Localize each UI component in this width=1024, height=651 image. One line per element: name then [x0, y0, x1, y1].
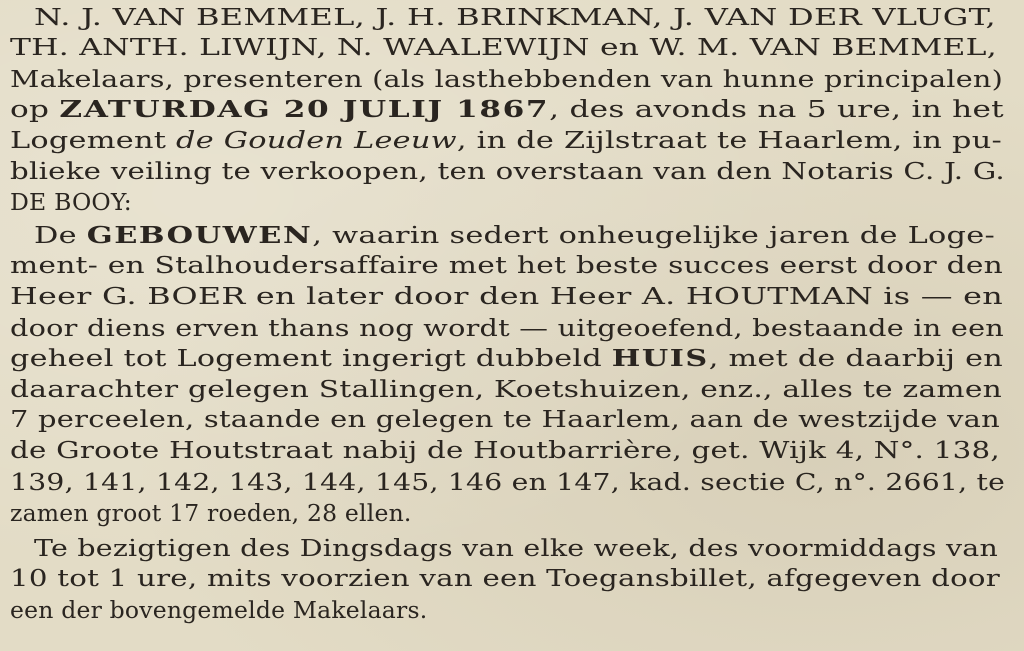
body-text: TH. ANTH. LIWIJN, N. WAALEWIJN en W. M. VAN BEMMEL, [10, 33, 998, 61]
text-line-content [10, 125, 1002, 155]
bold-text: GEBOUWEN [86, 221, 313, 249]
text-line-content [10, 595, 427, 625]
text-line [10, 125, 1002, 155]
text-line [10, 374, 1002, 404]
body-text: , in de Zijlstraat te Haarlem, in pu- [456, 126, 1002, 154]
text-line-content [10, 156, 1005, 186]
body-text: , met de daarbij en [708, 344, 1003, 372]
body-text: Heer G. BOER en later door den Heer A. HOUTMAN is — en [10, 282, 1003, 310]
text-line-content [34, 220, 995, 250]
text-line [10, 563, 1000, 593]
text-line [10, 281, 1003, 311]
text-line [10, 156, 1005, 186]
text-line-content [10, 435, 1000, 465]
text-line-content [10, 313, 1004, 343]
body-text: op [10, 95, 60, 123]
body-text: blieke veiling te verkoopen, ten overstaan van den Notaris C. J. G. [10, 157, 1005, 185]
text-line-content [10, 281, 1003, 311]
body-text: Makelaars, presenteren (als lasthebbenden van hunne principalen) [10, 65, 1004, 93]
body-text: , des avonds na 5 ure, in het [549, 95, 1004, 123]
body-text: DE BOOY: [10, 188, 132, 216]
body-text: geheel tot Logement ingerigt dubbeld [10, 344, 612, 372]
bold-text: HUIS [611, 344, 709, 372]
text-line-content [10, 467, 1005, 497]
body-text: Logement [10, 126, 177, 154]
text-line [10, 435, 1000, 465]
text-line [10, 64, 1003, 94]
bold-text: ZATURDAG 20 JULIJ 1867 [59, 95, 550, 123]
body-text: Te bezigtigen des Dingsdags van elke week, des voormiddags van [34, 534, 999, 562]
text-line-content [10, 187, 132, 217]
text-line-content [10, 374, 1002, 404]
body-text: , waarin sedert onheugelijke jaren de Loge- [312, 221, 995, 249]
text-line-content [10, 563, 1000, 593]
text-line [10, 187, 205, 217]
body-text: een der bovengemelde Makelaars. [10, 596, 428, 624]
italic-text: de Gouden Leeuw [176, 126, 457, 154]
text-line [34, 220, 995, 250]
text-line-content [10, 250, 1003, 280]
text-line [34, 533, 998, 563]
body-text: ment- en Stalhoudersaffaire met het beste succes eerst door den [10, 251, 1004, 279]
text-line [10, 250, 1003, 280]
text-line [10, 498, 490, 528]
text-line-content [10, 64, 1003, 94]
text-line-content [34, 2, 996, 32]
text-line-content [10, 343, 1003, 373]
body-text: 10 tot 1 ure, mits voorzien van een Toegansbillet, afgegeven door [10, 564, 1001, 592]
text-line [34, 2, 996, 32]
text-line [10, 467, 1005, 497]
body-text: N. J. VAN BEMMEL, J. H. BRINKMAN, J. VAN DER VLUGT, [34, 3, 997, 31]
text-line-content [10, 404, 1000, 434]
body-text: 139, 141, 142, 143, 144, 145, 146 en 147, kad. sectie C, n°. 2661, te [10, 468, 1006, 496]
body-text: 7 perceelen, staande en gelegen te Haarlem, aan de westzijde van [10, 405, 1001, 433]
body-text: zamen groot 17 roeden, 28 ellen. [10, 499, 412, 527]
text-line-content [10, 498, 412, 528]
text-line [10, 313, 1004, 343]
body-text: de Groote Houtstraat nabij de Houtbarrière, get. Wijk 4, N°. 138, [10, 436, 1000, 464]
text-line [10, 94, 1004, 124]
text-line-content [10, 32, 997, 62]
text-line-content [34, 533, 998, 563]
text-line [10, 595, 495, 625]
text-line-content [10, 94, 1004, 124]
text-line [10, 343, 1003, 373]
text-line [10, 404, 1000, 434]
text-line [10, 32, 997, 62]
body-text: De [34, 221, 87, 249]
body-text: door diens erven thans nog wordt — uitgeoefend, bestaande in een [10, 314, 1005, 342]
body-text: daarachter gelegen Stallingen, Koetshuizen, enz., alles te zamen [10, 375, 1003, 403]
